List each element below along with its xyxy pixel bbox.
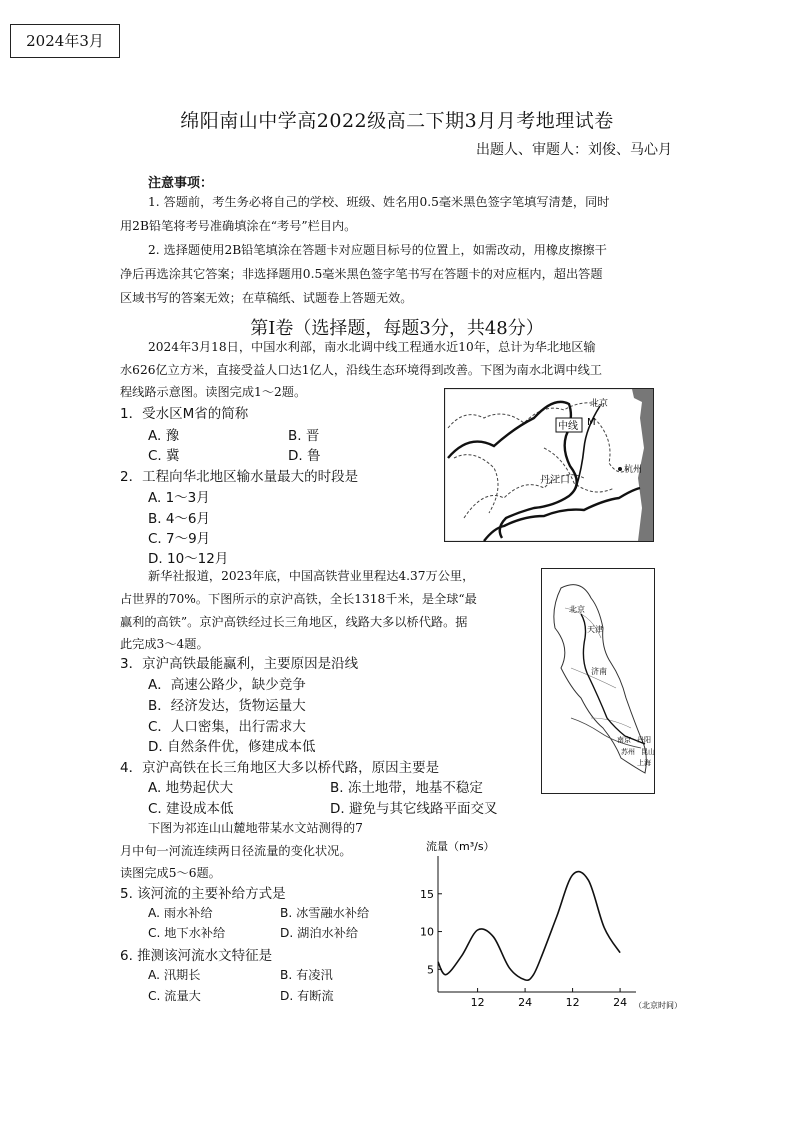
- q3-option-c: C．人口密集，出行需求大: [148, 719, 306, 735]
- label-tianjin: 天津: [587, 625, 603, 634]
- q1-option-a: A. 豫: [148, 428, 180, 444]
- q5-option-c: C. 地下水补给: [148, 926, 226, 940]
- q6-stem: 6. 推测该河流水文特征是: [120, 948, 273, 964]
- passage1-line3: 程线路示意图。读图完成1～2题。: [120, 385, 307, 399]
- x-tick-label: 24: [518, 996, 533, 1009]
- x-tick-label: 24: [613, 996, 628, 1009]
- q4-option-c: C. 建设成本低: [148, 801, 234, 817]
- y-tick-label: 10: [420, 925, 434, 939]
- runoff-chart: [420, 836, 710, 1016]
- notice-item1-line1: 1. 答题前，考生务必将自己的学校、班级、姓名用0.5毫米黑色签字笔填写清楚，同时: [148, 195, 610, 209]
- label-beijing-map1: 北京: [590, 399, 609, 409]
- q5-stem: 5. 该河流的主要补给方式是: [120, 886, 286, 902]
- q4-option-d: D. 避免与其它线路平面交叉: [330, 801, 498, 817]
- exam-title: 绵阳南山中学高2022级高二下期3月月考地理试卷: [180, 110, 614, 132]
- passage3-line2: 月中旬一河流连续两日径流量的变化状况。: [120, 844, 352, 858]
- label-hangzhou: 杭州: [624, 465, 643, 475]
- label-danjiangkou: 丹江口: [540, 475, 570, 486]
- label-kunshan: 昆山: [641, 748, 655, 756]
- q3-stem: 3．京沪高铁最能赢利，主要原因是沿线: [120, 656, 359, 672]
- q6-option-a: A. 汛期长: [148, 968, 201, 982]
- beijing-shanghai-hsr-map: [541, 568, 655, 794]
- chart-xlabel: （北京时间）: [634, 1001, 682, 1010]
- passage2-line1: 新华社报道，2023年底，中国高铁营业里程达4.37万公里，: [148, 569, 475, 583]
- q4-option-b: B. 冻土地带，地基不稳定: [330, 780, 483, 796]
- q2-option-c: C. 7～9月: [148, 531, 211, 547]
- water-diversion-map: [444, 388, 654, 542]
- q2-option-b: B. 4～6月: [148, 511, 211, 527]
- q1-option-b: B. 晋: [288, 428, 320, 444]
- hangzhou-dot: [618, 467, 622, 471]
- map1-frame: [445, 389, 654, 542]
- label-suzhou: 苏州: [621, 748, 635, 756]
- q1-stem: 1．受水区M省的简称: [120, 406, 249, 422]
- passage1-line1: 2024年3月18日，中国水利部，南水北调中线工程通水近10年，总计为华北地区输: [148, 340, 596, 354]
- q2-option-d: D. 10～12月: [148, 551, 229, 567]
- passage1-line2: 水626亿立方米，直接受益人口达1亿人，沿线生态环境得到改善。下图为南水北调中线工: [120, 363, 602, 377]
- authors: 出题人、审题人：刘俊、马心月: [476, 142, 672, 158]
- q2-option-a: A. 1～3月: [148, 490, 210, 506]
- q3-option-a: A．高速公路少，缺少竞争: [148, 677, 306, 693]
- q4-option-a: A. 地势起伏大: [148, 780, 234, 796]
- q6-option-b: B. 有凌汛: [280, 968, 333, 982]
- q6-option-c: C. 流量大: [148, 989, 201, 1003]
- passage2-line2: 占世界的70%。下图所示的京沪高铁，全长1318千米，是全球“最: [120, 592, 477, 606]
- passage2-line3: 赢利的高铁”。京沪高铁经过长三角地区，线路大多以桥代路。据: [120, 615, 468, 629]
- y-tick-label: 15: [420, 887, 434, 901]
- q3-option-b: B．经济发达，货物运量大: [148, 698, 306, 714]
- label-beijing-map2: 北京: [569, 605, 585, 614]
- q5-option-d: D. 湖泊水补给: [280, 926, 359, 940]
- notice-item2-line2: 净后再选涂其它答案；非选择题用0.5毫米黑色签字笔书写在答题卡的对应框内，超出答题: [120, 267, 603, 281]
- x-tick-label: 12: [565, 996, 580, 1009]
- passage3-line1: 下图为祁连山山麓地带某水文站测得的7: [148, 821, 363, 835]
- label-danyang: 丹阳: [637, 736, 651, 744]
- q1-option-d: D. 鲁: [288, 448, 321, 464]
- runoff-series-line: [438, 872, 620, 981]
- label-m: M: [587, 417, 596, 428]
- date-box: 2024年3月: [10, 24, 120, 58]
- q6-option-d: D. 有断流: [280, 989, 334, 1003]
- q3-option-d: D. 自然条件优，修建成本低: [148, 739, 316, 755]
- label-jinan: 济南: [591, 667, 607, 676]
- notice-item2-line1: 2. 选择题使用2B铅笔填涂在答题卡对应题目标号的位置上，如需改动，用橡皮擦擦干: [148, 243, 607, 257]
- label-shanghai: 上海: [637, 759, 651, 767]
- notice-heading: 注意事项：: [148, 176, 214, 191]
- notice-item1-line2: 用2B铅笔将考号准确填涂在“考号”栏目内。: [120, 219, 357, 233]
- section-title: 第Ⅰ卷（选择题，每题3分，共48分）: [250, 318, 544, 339]
- q2-stem: 2．工程向华北地区输水量最大的时段是: [120, 469, 359, 485]
- q5-option-a: A. 雨水补给: [148, 906, 213, 920]
- x-tick-label: 12: [470, 996, 485, 1009]
- q5-option-b: B. 冰雪融水补给: [280, 906, 370, 920]
- passage2-line4: 此完成3～4题。: [120, 637, 209, 651]
- q4-stem: 4．京沪高铁在长三角地区大多以桥代路，原因主要是: [120, 760, 440, 776]
- q1-option-c: C. 冀: [148, 448, 180, 464]
- passage3-line3: 读图完成5～6题。: [120, 866, 221, 880]
- label-nanjing: 南京: [617, 736, 631, 744]
- label-zhongxian: 中线: [558, 421, 578, 432]
- notice-item2-line3: 区域书写的答案无效；在草稿纸、试题卷上答题无效。: [120, 291, 413, 305]
- y-tick-label: 5: [427, 963, 434, 977]
- chart-ylabel: 流量（m³/s）: [426, 840, 495, 853]
